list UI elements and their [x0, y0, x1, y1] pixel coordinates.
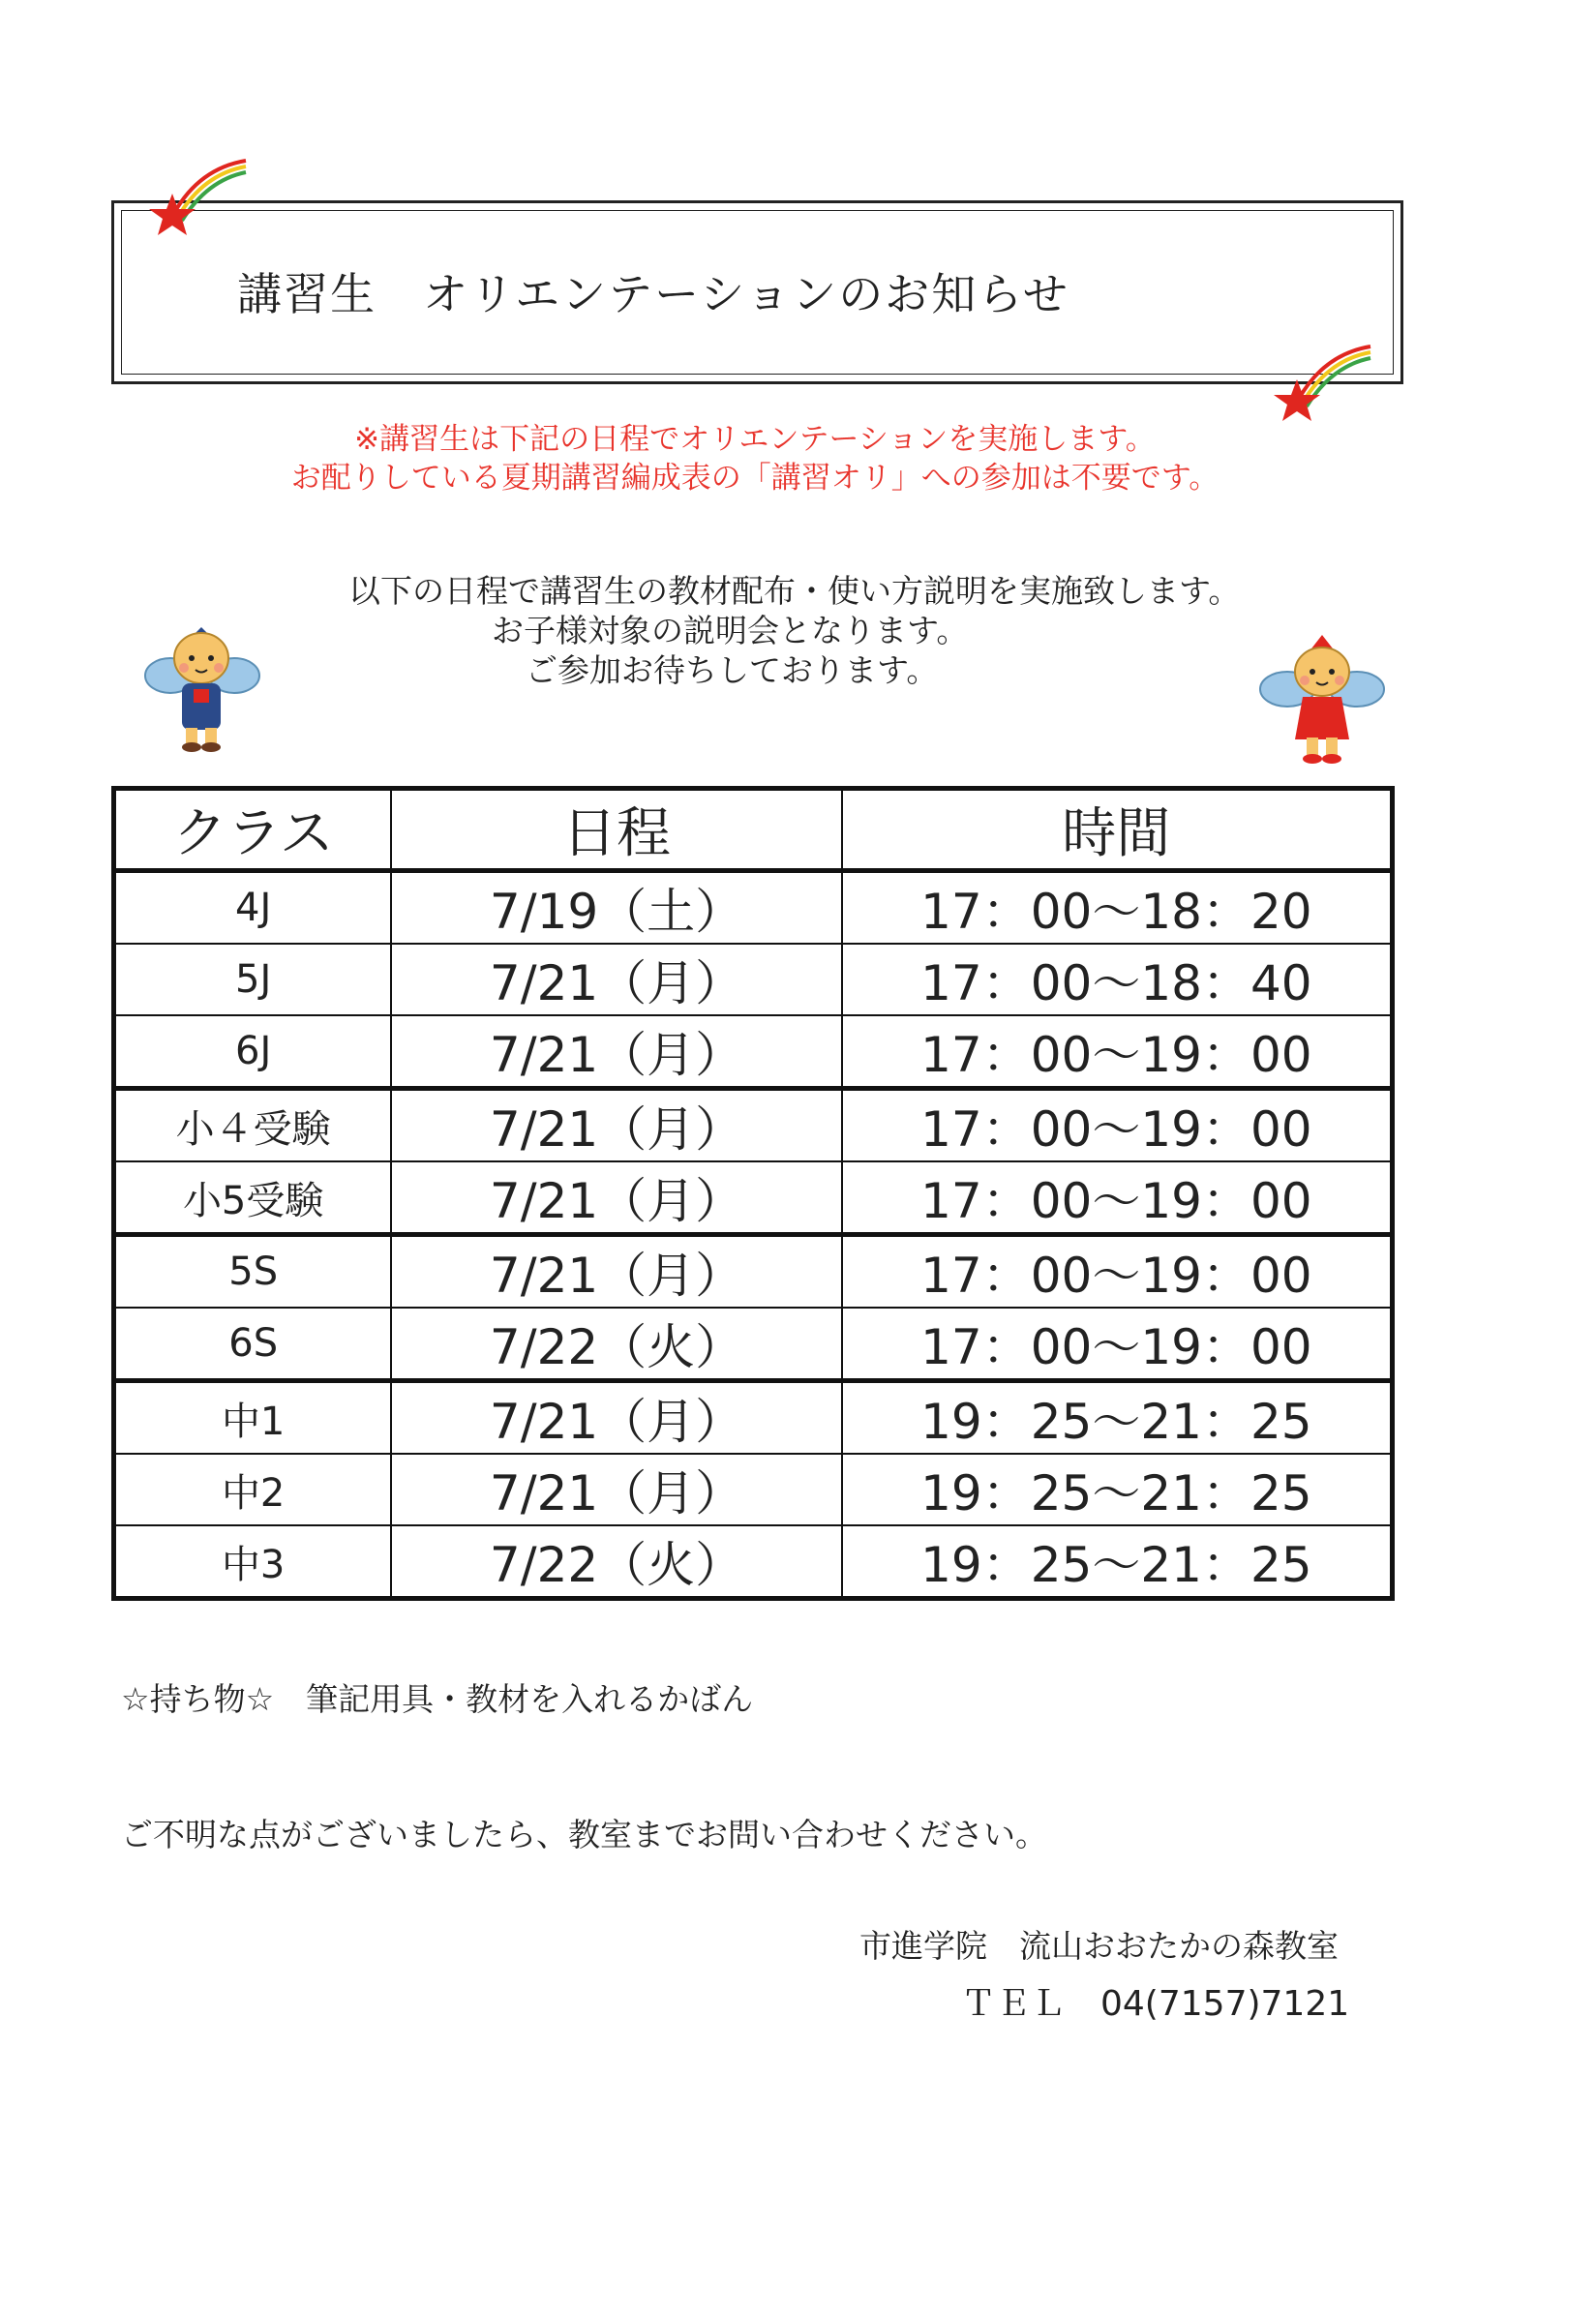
school-tel: ＴＥＬ 04(7157)7121 [961, 1984, 1350, 2024]
time-cell: 17：00〜19：00 [842, 1161, 1393, 1235]
table-row [114, 1381, 1393, 1455]
class-cell: 5J [114, 944, 392, 1015]
time-cell: 17：00〜18：40 [842, 944, 1393, 1015]
table-row [114, 1161, 1393, 1235]
intro-line-2: お子様対象の説明会となります。 [492, 612, 969, 649]
date-cell: 7/21（月） [391, 1235, 841, 1309]
date-cell: 7/21（月） [391, 1454, 841, 1525]
date-cell: 7/21（月） [391, 1381, 841, 1455]
table-row [114, 1015, 1393, 1089]
table-row [114, 1454, 1393, 1525]
time-cell: 17：00〜19：00 [842, 1308, 1393, 1381]
time-cell: 17：00〜19：00 [842, 1235, 1393, 1309]
time-cell: 17：00〜18：20 [842, 871, 1393, 945]
class-cell: 4J [114, 871, 392, 945]
date-cell: 7/19（土） [391, 871, 841, 945]
date-cell: 7/21（月） [391, 944, 841, 1015]
schedule-table [111, 786, 1395, 1601]
date-cell: 7/21（月） [391, 1015, 841, 1089]
time-cell: 17：00〜19：00 [842, 1089, 1393, 1162]
boy-fairy-mascot [143, 619, 261, 755]
contact-note: ご不明な点がございましたら、教室までお問い合わせください。 [121, 1816, 1047, 1853]
school-name: 市進学院 流山おおたかの森教室 [859, 1927, 1339, 1965]
table-row [114, 944, 1393, 1015]
girl-fairy-mascot [1258, 631, 1386, 767]
intro-line-3: ご参加お待ちしております。 [526, 651, 939, 689]
shooting-star-icon [143, 155, 250, 244]
class-cell: 小４受験 [114, 1089, 392, 1162]
belongings-note: ☆持ち物☆ 筆記用具・教材を入れるかばん [121, 1680, 754, 1718]
intro-line-1: 以下の日程で講習生の教材配布・使い方説明を実施致します。 [348, 572, 1241, 610]
date-cell: 7/21（月） [391, 1089, 841, 1162]
notice-line-1: ※講習生は下記の日程でオリエンテーションを実施します。 [354, 422, 1156, 457]
table-row [114, 1235, 1393, 1309]
class-cell: 中2 [114, 1454, 392, 1525]
class-cell: 中3 [114, 1525, 392, 1599]
class-cell: 小5受験 [114, 1161, 392, 1235]
date-cell: 7/21（月） [391, 1161, 841, 1235]
header-date: 日程 [391, 789, 841, 871]
time-cell: 19：25〜21：25 [842, 1454, 1393, 1525]
class-cell: 中1 [114, 1381, 392, 1455]
class-cell: 6J [114, 1015, 392, 1089]
date-cell: 7/22（火） [391, 1308, 841, 1381]
table-row [114, 871, 1393, 945]
header-time: 時間 [842, 789, 1393, 871]
table-row [114, 1525, 1393, 1599]
table-header-row [114, 789, 1393, 871]
header-class: クラス [114, 789, 392, 871]
class-cell: 6S [114, 1308, 392, 1381]
table-row [114, 1308, 1393, 1381]
table-row [114, 1089, 1393, 1162]
time-cell: 19：25〜21：25 [842, 1381, 1393, 1455]
page-title: 講習生 オリエンテーションのお知らせ [237, 268, 1069, 320]
date-cell: 7/22（火） [391, 1525, 841, 1599]
notice-line-2: お配りしている夏期講習編成表の「講習オリ」への参加は不要です。 [290, 461, 1220, 496]
time-cell: 19：25〜21：25 [842, 1525, 1393, 1599]
time-cell: 17：00〜19：00 [842, 1015, 1393, 1089]
class-cell: 5S [114, 1235, 392, 1309]
